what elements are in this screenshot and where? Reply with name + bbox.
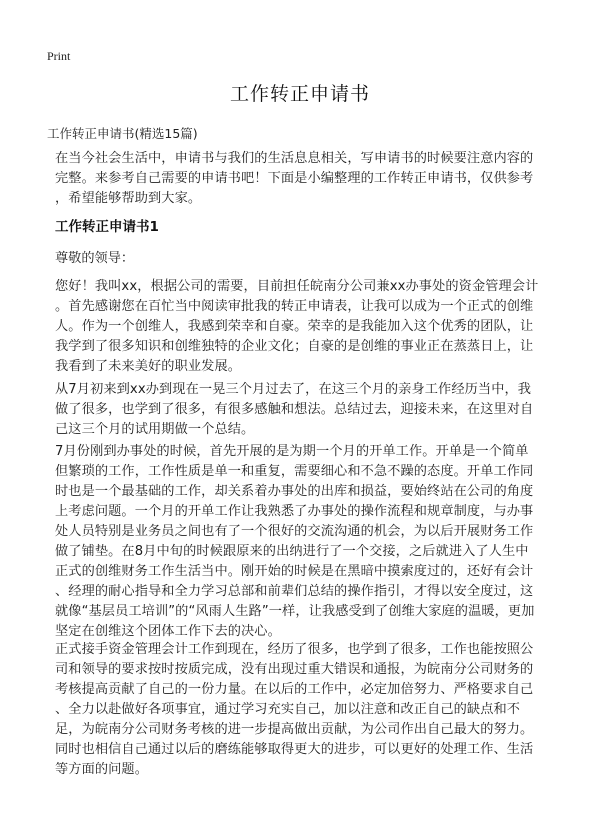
- text-line: 从7月初来到xx办到现在一晃三个月过去了，在这三个月的亲身工作经历当中，我: [55, 382, 532, 397]
- text-line: 坚定在创维这个团体工作下去的决心。: [55, 624, 281, 639]
- text-line: 我学到了很多知识和创维独特的企业文化；自豪的是创维的事业正在蒸蒸日上，让: [55, 339, 534, 354]
- text-line: 正式接手资金管理会计工作到现在，经历了很多，也学到了很多，工作也能按照公: [55, 642, 534, 657]
- text-line: 但繁琐的工作，工作性质是单一和重复，需要细心和不急不躁的态度。开单工作同: [55, 464, 534, 479]
- text-line: 足，为皖南分公司财务考核的进一步提高做出贡献，为公司作出自己最大的努力。: [55, 722, 534, 737]
- text-line: 、全力以赴做好各项事宜，通过学习充实自己，加以注意和改正自己的缺点和不: [55, 702, 521, 717]
- body-paragraph-4: [55, 640, 575, 780]
- text-line: 完整。来参考自己需要的申请书吧！下面是小编整理的工作转正申请书，仅供参考: [55, 171, 534, 186]
- text-line: 上考虑问题。一个月的开单工作让我熟悉了办事处的操作流程和规章制度，与办事: [55, 504, 534, 519]
- text-line: 时也是一个最基础的工作，却关系着办事处的出库和损益，要始终站在公司的角度: [55, 484, 534, 499]
- body-paragraph-1: [55, 277, 575, 377]
- body-paragraph-2: [55, 380, 575, 440]
- text-line: 司和领导的要求按时按质完成，没有出现过重大错误和通报，为皖南分公司财务的: [55, 662, 534, 677]
- print-label[interactable]: Print: [47, 49, 71, 63]
- intro-paragraph: [55, 149, 575, 209]
- document-subtitle: 工作转正申请书(精选15篇): [47, 126, 198, 141]
- text-line: 做了铺垫。在8月中旬的时候跟原来的出纳进行了一个交接，之后就进入了人生中: [55, 544, 529, 559]
- text-line: 等方面的问题。: [55, 762, 149, 777]
- section-heading: 工作转正申请书1: [55, 219, 159, 235]
- text-line: 同时也相信自己通过以后的磨练能够取得更大的进步，可以更好的处理工作、生活: [55, 742, 534, 757]
- text-line: 人。作为一个创维人，我感到荣幸和自豪。荣幸的是我能加入这个优秀的团队，让: [55, 319, 534, 334]
- page-title: 工作转正申请书: [229, 83, 370, 105]
- text-line: 处人员特别是业务员之间也有了一个很好的交流沟通的机会，为以后开展财务工作: [55, 524, 534, 539]
- text-line: 。首先感谢您在百忙当中阅读审批我的转正申请表，让我可以成为一个正式的创维: [55, 299, 534, 314]
- text-line: 、经理的耐心指导和全力学习总部和前辈们总结的操作指引，才得以安全度过，这: [55, 584, 534, 599]
- text-line: 己这三个月的试用期做一个总结。: [55, 422, 255, 437]
- body-paragraph-3: [55, 442, 575, 642]
- text-line: 我看到了未来美好的职业发展。: [55, 359, 242, 374]
- text-line: 7月份刚到办事处的时候，首先开展的是为期一个月的开单工作。开单是一个简单: [55, 444, 529, 459]
- text-line: 做了很多，也学到了很多，有很多感触和想法。总结过去，迎接未来，在这里对自: [55, 402, 534, 417]
- salutation: 尊敬的领导：: [55, 251, 135, 266]
- text-line: 考核提高贡献了自己的一份力量。在以后的工作中，必定加倍努力、严格要求自己: [55, 682, 534, 697]
- text-line: 在当今社会生活中，申请书与我们的生活息息相关，写申请书的时候要注意内容的: [55, 151, 534, 166]
- text-line: ，希望能够帮助到大家。: [55, 191, 202, 206]
- text-line: 您好！我叫xx，根据公司的需要，目前担任皖南分公司兼xx办事处的资金管理会计: [55, 279, 539, 294]
- text-line: 正式的创维财务工作生活当中。刚开始的时候是在黑暗中摸索度过的，还好有会计: [55, 564, 534, 579]
- text-line: 就像“基层员工培训”的“风雨人生路”一样，让我感受到了创维大家庭的温暖，更加: [55, 604, 535, 619]
